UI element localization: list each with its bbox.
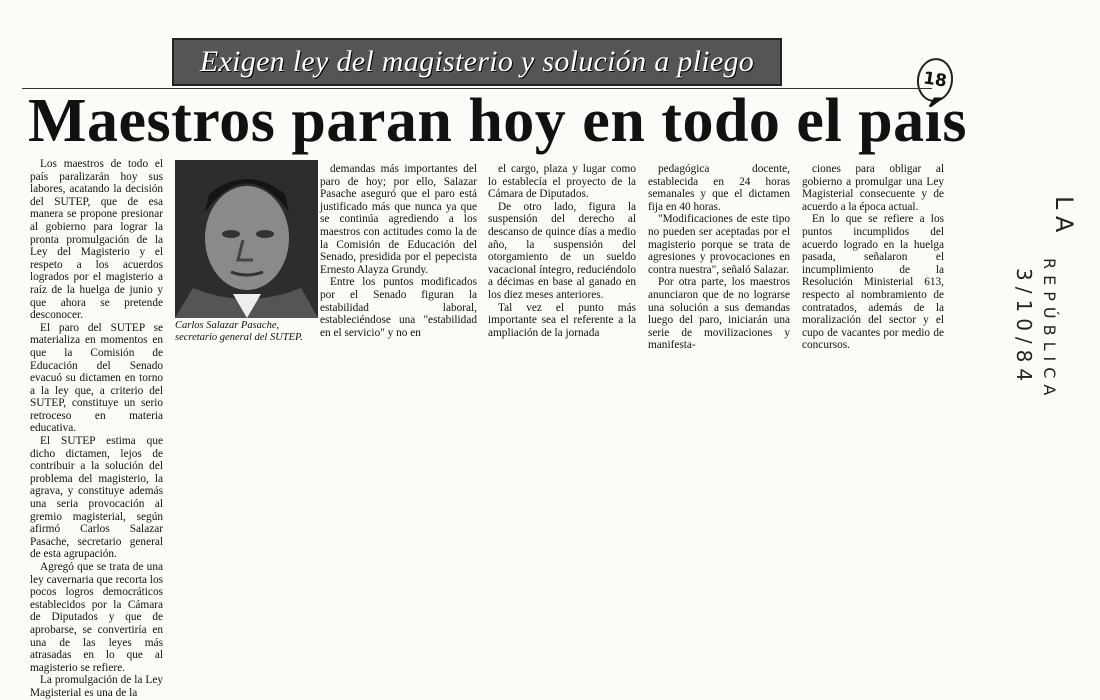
article-column-3 [488,163,636,339]
paragraph: El SUTEP estima que dicho dictamen, lejos de contribuir a la solución del problema del magisterio, la agrava, y constituye además una seria provocación al gremio magisterial, según afirmó Carlos Salazar Pasache, secretario general de esta agrupación. [30,435,163,561]
paragraph: En lo que se refiere a los puntos incumplidos del acuerdo logrado en la huelga pasada, señalaron el incumplimiento de la Resolución Ministerial 613, respecto al nombramiento de contratados, además de la moralización del sector y el cupo de vacantes por medio de concursos. [802,213,944,352]
paragraph: Entre los puntos modificados por el Senado figuran la estabilidad laboral, estableciéndose una "estabilidad en el servicio" y no en [320,276,477,339]
paragraph: La promulgación de la Ley Magisterial es una de la [30,674,163,699]
handwritten-source-la: LA [1050,196,1078,239]
page-number: 18 [914,56,956,105]
handwritten-source-republica: REPÚBLICA [1040,258,1059,402]
headline: Maestros paran hoy en todo el país [28,87,968,155]
article-column-5 [802,163,944,352]
paragraph: demandas más importantes del paro de hoy; por ello, Salazar Pasache aseguró que el paro está justificado más que nunca ya que se continúa agrediendo a los maestros con actitudes como la de la Comisión de Educación del Senado, presidida por el pepecista Ernesto Alayza Grundy. [320,163,477,276]
photo-caption: Carlos Salazar Pasache, secretario general del SUTEP. [175,320,303,343]
paragraph: De otro lado, figura la suspensión del derecho al descanso de quince días a medio año, la suspensión del otorgamiento de un sueldo vacacional íntegro, reduciéndolo a décimas en base al ganado en los diez meses anteriores. [488,200,636,301]
portrait-photo [175,160,318,318]
paragraph: Agregó que se trata de una ley cavernaria que recorta los pocos logros democráticos establecidos por la Cámara de Diputados y que de aprobarse, se convertiría en una de las leyes más atrasadas en lo que al magisterio se refiere. [30,561,163,674]
kicker-text: Exigen ley del magisterio y solución a pliego [199,45,755,78]
paragraph: pedagógica docente, establecida en 24 horas semanales y que el dictamen fija en 40 horas. [648,163,790,213]
article-column-2 [320,163,477,339]
paragraph: el cargo, plaza y lugar como lo establecía el proyecto de la Cámara de Diputados. [488,163,636,201]
paragraph: Por otra parte, los maestros anunciaron que de no lograrse una solución a sus demandas luego del paro, iniciarán una serie de movilizaciones y manifesta- [648,276,790,352]
paragraph: "Modificaciones de este tipo no pueden ser aceptadas por el magisterio porque se trata de agresiones y provocaciones en contra nuestra", señaló Salazar. [648,213,790,276]
paragraph: ciones para obligar al gobierno a promulgar una Ley Magisterial consecuente y de acuerdo a la época actual. [802,163,944,213]
paragraph: Tal vez el punto más importante sea el referente a la ampliación de la jornada [488,301,636,339]
article-column-4 [648,163,790,352]
paragraph: El paro del SUTEP se materializa en momentos en que la Comisión de Educación del Senado evacuó su dictamen en torno a la ley que, a criterio del SUTEP, constituye un serio retroceso en materia educativa. [30,321,163,435]
kicker-banner [172,38,782,86]
article-column-1 [30,158,163,700]
paragraph: Los maestros de todo el país paralizarán hoy sus labores, acatando la decisión del SUTEP, que de esa manera se propone presionar al gobierno para lograr la pronta promulgación de la Ley del Magisterio y el respeto a los acuerdos logrados por el magisterio a raíz de la huelga de junio y que ahora se pretende desconocer. [30,158,163,322]
handwritten-date: 3/10/84 [1012,268,1036,388]
